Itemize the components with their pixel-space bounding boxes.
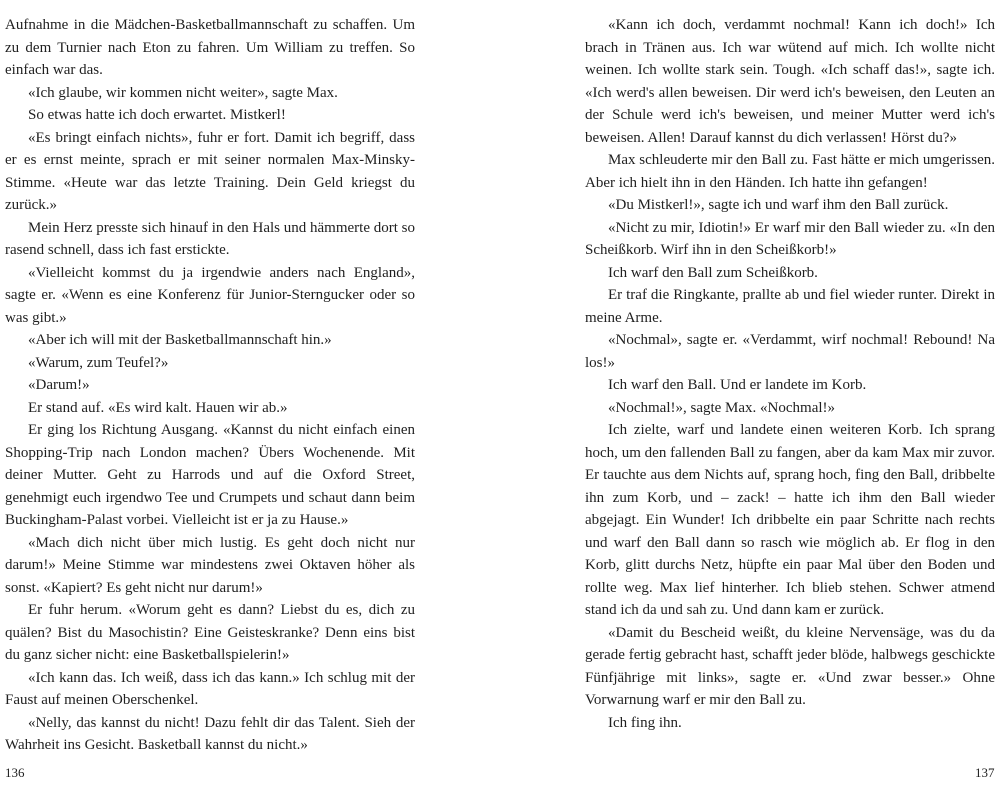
paragraph: «Ich kann das. Ich weiß, dass ich das kann.» Ich schlug mit der Faust auf meinen Oberschenkel. xyxy=(5,669,415,708)
paragraph: Aufnahme in die Mädchen-Basketballmannschaft zu schaffen. Um zu dem Turnier nach Eton zu fahren. Um William zu treffen. So einfach war das. xyxy=(5,17,415,78)
right-page xyxy=(585,14,995,734)
paragraph: «Du Mistkerl!», sagte ich und warf ihm den Ball zurück. xyxy=(608,197,949,213)
paragraph: Er ging los Richtung Ausgang. «Kannst du nicht einfach einen Shopping-Trip nach London machen? Übers Wochenende. Mit deiner Mutter. Geht zu Harrods und auf die Oxford Street, genehmigt euch irgendwo Tee und Crumpets und schaut dann beim Buckingham-Palast vorbei. Vielleicht ist er ja zu Hause.» xyxy=(5,422,415,528)
paragraph: «Nochmal!», sagte Max. «Nochmal!» xyxy=(608,399,836,416)
paragraph: «Es bringt einfach nichts», fuhr er fort. Damit ich begriff, dass er es ernst meinte, sprach er mit seiner normalen Max-Minsky-Stimme. «Heute war das letzte Training. Dein Geld kriegst du zurück.» xyxy=(5,129,415,213)
paragraph: Max schleuderte mir den Ball zu. Fast hätte er mich umgerissen. Aber ich hielt ihn in den Händen. Ich hatte ihn gefangen! xyxy=(585,152,995,191)
paragraph: «Warum, zum Teufel?» xyxy=(28,354,169,371)
paragraph: «Aber ich will mit der Basketballmannschaft hin.» xyxy=(28,332,332,348)
paragraph: Ich warf den Ball. Und er landete im Korb. xyxy=(608,377,867,393)
paragraph: «Nochmal», sagte er. «Verdammt, wirf nochmal! Rebound! Na los!» xyxy=(585,332,995,371)
paragraph: Mein Herz presste sich hinauf in den Hals und hämmerte dort so rasend schnell, dass ich fast erstickte. xyxy=(5,219,415,258)
paragraph: Er stand auf. «Es wird kalt. Hauen wir ab.» xyxy=(28,399,288,416)
paragraph: «Vielleicht kommst du ja irgendwie anders nach England», sagte er. «Wenn es eine Konferenz für Junior-Sterngucker oder so was gibt.» xyxy=(5,264,415,326)
page-number-left: 136 xyxy=(5,765,25,780)
page-number-right: 137 xyxy=(975,765,995,780)
paragraph: «Damit du Bescheid weißt, du kleine Nervensäge, was du da gerade fertig gebracht hast, schafft jeder blöde, halbwegs geschickte Fünfjährige mit links», sagte er. «Und zwar besser.» Ohne Vorwarnung warf er mir den Ball zu. xyxy=(585,624,995,708)
paragraph: «Mach dich nicht über mich lustig. Es geht doch nicht nur darum!» Meine Stimme war mindestens zwei Oktaven höher als sonst. «Kapiert? Es geht nicht nur darum!» xyxy=(5,534,415,596)
paragraph: «Nicht zu mir, Idiotin!» Er warf mir den Ball wieder zu. «In den Scheißkorb. Wirf ihn in den Scheißkorb!» xyxy=(585,219,995,258)
paragraph: «Nelly, das kannst du nicht! Dazu fehlt dir das Talent. Sieh der Wahrheit ins Gesicht. Basketball kannst du nicht.» xyxy=(5,714,415,753)
paragraph: Ich zielte, warf und landete einen weiteren Korb. Ich sprang hoch, um den fallenden Ball zu fangen, aber da kam Max mir zuvor. Er tauchte aus dem Nichts auf, sprang hoch, fing den Ball, dribbelte ihn zum Korb, und – zack! – hatte ich ihm den Ball wieder abgejagt. Ein Wunder! Ich dribbelte ein paar Schritte nach rechts und warf den Ball dann so rasch wie möglich ab. Er flog in den Korb, glitt durchs Netz, hüpfte ein paar Mal über den Boden und rollte weg. Max lief hinterher. Ich blieb stehen. Schwer atmend stand ich da und sah zu. Und dann kam er zurück. xyxy=(585,422,995,618)
paragraph: «Darum!» xyxy=(28,377,90,393)
paragraph: Ich fing ihn. xyxy=(608,714,682,731)
paragraph: Er traf die Ringkante, prallte ab und fiel wieder runter. Direkt in meine Arme. xyxy=(585,287,995,326)
paragraph: «Ich glaube, wir kommen nicht weiter», sagte Max. xyxy=(28,84,338,101)
paragraph: Ich warf den Ball zum Scheißkorb. xyxy=(608,264,818,281)
paragraph: Er fuhr herum. «Worum geht es dann? Liebst du es, dich zu quälen? Bist du Masochistin? Eine Geisteskranke? Denn eins bist du ganz sicher nicht: eine Basketballspielerin!» xyxy=(5,602,415,663)
paragraph: «Kann ich doch, verdammt nochmal! Kann ich doch!» Ich brach in Tränen aus. Ich war wütend auf mich. Ich wollte nicht weinen. Ich wollte stark sein. Tough. «Ich schaff das!», sagte ich. «Ich werd's allen beweisen. Dir werd ich's beweisen, den Leuten an der Schule werd ich's beweisen, und meiner Mutter werd ich's beweisen. Allen! Darauf kannst du dich verlassen! Hörst du?» xyxy=(585,17,995,146)
paragraph: So etwas hatte ich doch erwartet. Mistkerl! xyxy=(28,107,286,123)
left-page xyxy=(5,14,415,757)
